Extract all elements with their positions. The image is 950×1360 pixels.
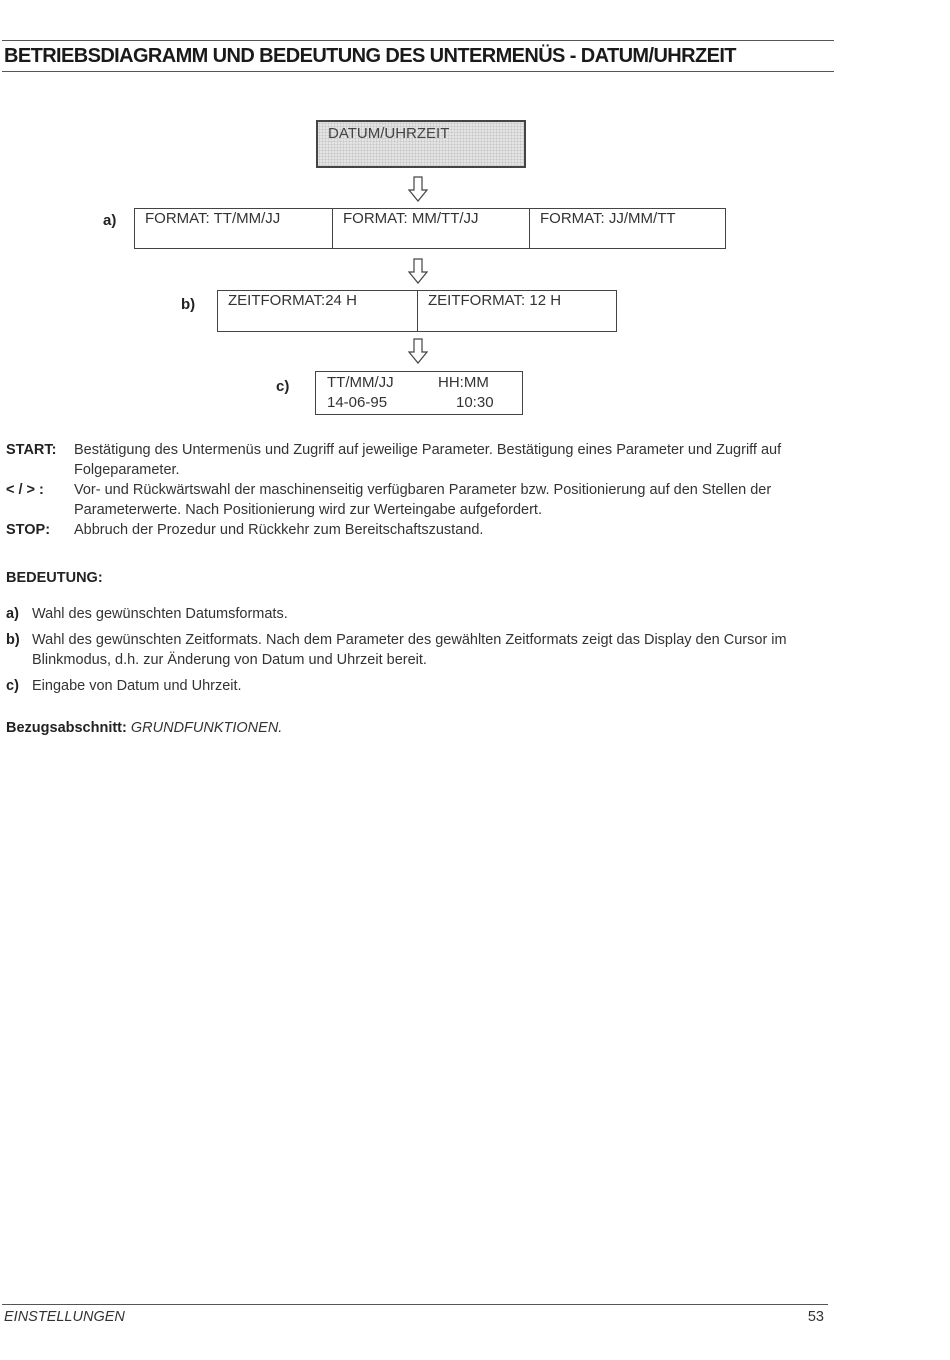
item-text: Eingabe von Datum und Uhrzeit. bbox=[32, 678, 242, 694]
key-description: Vor- und Rückwärtswahl der maschinenseitig verfügbaren Parameter bzw. Positionierung auf den Stellen der Parameterwerte. Nach Positionierung wird zur Werteingabe aufgefordert. bbox=[74, 482, 772, 518]
key-name: < / > : bbox=[6, 482, 44, 498]
display-label: DATUM/UHRZEIT bbox=[328, 125, 450, 142]
time-format-option: ZEITFORMAT:24 H bbox=[228, 292, 357, 309]
down-arrow-icon bbox=[408, 338, 428, 364]
date-format-option: FORMAT: TT/MM/JJ bbox=[145, 210, 281, 227]
key-definition bbox=[6, 520, 828, 540]
key-name: STOP: bbox=[6, 522, 51, 538]
lcd-display bbox=[316, 120, 526, 168]
date-format-option: FORMAT: JJ/MM/TT bbox=[529, 209, 725, 248]
item-letter: a) bbox=[6, 606, 19, 622]
key-description: Abbruch der Prozedur und Rückkehr zum Bereitschaftszustand. bbox=[74, 522, 484, 538]
page-title: BETRIEBSDIAGRAMM UND BEDEUTUNG DES UNTERMENÜS - DATUM/UHRZEIT bbox=[4, 45, 736, 67]
time-format-option: ZEITFORMAT: 12 H bbox=[417, 291, 616, 331]
key-definition bbox=[6, 480, 828, 520]
item-text: Wahl des gewünschten Zeitformats. Nach dem Parameter des gewählten Zeitformats zeigt das Display den Cursor im Blinkmodus, d.h. zur Änderung von Datum und Uhrzeit bereit. bbox=[32, 632, 787, 668]
key-name: START: bbox=[6, 442, 57, 458]
item-letter: c) bbox=[6, 678, 19, 694]
meaning-list bbox=[6, 604, 828, 696]
key-definition bbox=[6, 440, 828, 480]
date-format-option: FORMAT: MM/TT/JJ bbox=[332, 209, 529, 248]
item-text: Wahl des gewünschten Datumsformats. bbox=[32, 606, 288, 622]
row-a-label: a) bbox=[103, 212, 117, 229]
meaning-heading: BEDEUTUNG: bbox=[6, 570, 103, 586]
reference-line bbox=[6, 718, 828, 738]
reference-value: GRUNDFUNKTIONEN. bbox=[130, 720, 283, 736]
row-c-label: c) bbox=[276, 378, 290, 395]
down-arrow-icon bbox=[408, 176, 428, 202]
time-value: 10:30 bbox=[456, 394, 494, 411]
meaning-item bbox=[6, 676, 828, 696]
key-description: Bestätigung des Untermenüs und Zugriff auf jeweilige Parameter. Bestätigung eines Parameter und Zugriff auf Folgeparameter. bbox=[74, 442, 782, 478]
reference-label: Bezugsabschnitt: bbox=[6, 720, 127, 736]
date-format-options bbox=[134, 208, 726, 249]
item-letter: b) bbox=[6, 632, 20, 648]
title-bar bbox=[2, 40, 834, 72]
date-value: 14-06-95 bbox=[327, 394, 388, 411]
time-format-options bbox=[217, 290, 617, 332]
page-number: 53 bbox=[807, 1309, 824, 1325]
page-footer bbox=[2, 1304, 828, 1325]
meaning-item bbox=[6, 630, 828, 670]
time-format-label: HH:MM bbox=[438, 374, 489, 391]
key-definitions bbox=[6, 440, 828, 540]
meaning-item bbox=[6, 604, 828, 624]
footer-section: EINSTELLUNGEN bbox=[4, 1309, 125, 1325]
down-arrow-icon bbox=[408, 258, 428, 284]
row-b-label: b) bbox=[181, 296, 196, 313]
date-format-label: TT/MM/JJ bbox=[327, 374, 394, 391]
date-time-entry-box bbox=[315, 371, 523, 415]
